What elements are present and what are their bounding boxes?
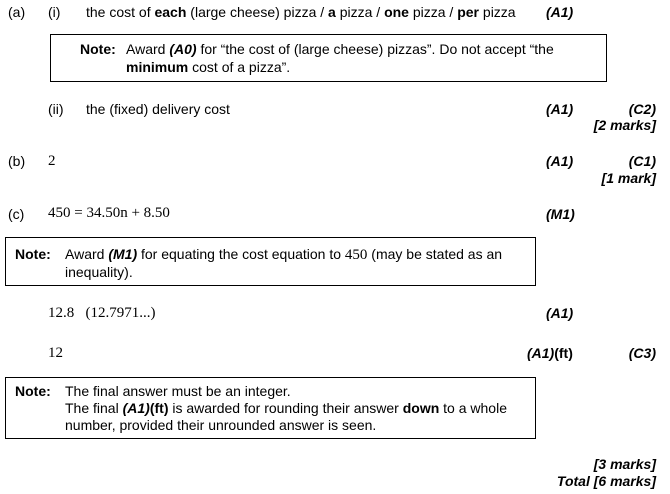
code-b: (C1) — [628, 153, 656, 169]
subpart-i-label: (i) — [48, 4, 61, 20]
equation-c: 450 = 34.50n + 8.50 — [48, 205, 170, 221]
answer-c-2: 12 — [48, 345, 63, 361]
answer-b: 2 — [48, 153, 56, 169]
subpart-ii-text: the (fixed) delivery cost — [86, 101, 230, 117]
note-c2-line-3: number, provided their unrounded answer is seen. — [65, 417, 377, 433]
answer-c-1: 12.8 (12.7971...) — [48, 305, 156, 321]
total-c: [3 marks] — [593, 456, 656, 472]
note-c2-line-2: The final (A1)(ft) is awarded for rounding their answer down to a whole — [65, 400, 507, 416]
note-box-c-2 — [5, 377, 536, 439]
code-c: (C3) — [628, 345, 656, 361]
subpart-i-text: the cost of each (large cheese) pizza / a pizza / one pizza / per pizza — [86, 4, 516, 20]
mark-c-a1-ft: (A1)(ft) — [527, 345, 573, 361]
note-a-line-2: minimum cost of a pizza”. — [126, 59, 291, 75]
part-a-label: (a) — [8, 4, 26, 20]
note-box-a — [50, 34, 607, 82]
part-c-label: (c) — [8, 206, 25, 222]
part-b-label: (b) — [8, 153, 26, 169]
note-a-line-1: Award (A0) for “the cost of (large cheese) pizzas”. Do not accept “the — [126, 41, 554, 57]
mark-c-m1: (M1) — [546, 206, 575, 222]
total-a: [2 marks] — [593, 117, 656, 133]
note-label: Note: — [15, 383, 51, 399]
mark-a-ii: (A1) — [546, 101, 574, 117]
note-c1-text: Award (M1) for equating the cost equation to 450 (may be stated as an inequality). — [65, 246, 503, 280]
note-c2-line-1: The final answer must be an integer. — [65, 383, 291, 399]
note-label: Note: — [80, 41, 116, 57]
code-a: (C2) — [628, 101, 656, 117]
note-label: Note: — [15, 246, 51, 262]
grand-total: Total [6 marks] — [556, 473, 656, 489]
mark-a-i: (A1) — [546, 4, 574, 20]
subpart-ii-label: (ii) — [48, 101, 64, 117]
note-box-c-1 — [5, 237, 536, 286]
mark-c-a1: (A1) — [546, 305, 574, 321]
mark-b: (A1) — [546, 153, 574, 169]
total-b: [1 mark] — [601, 170, 656, 186]
